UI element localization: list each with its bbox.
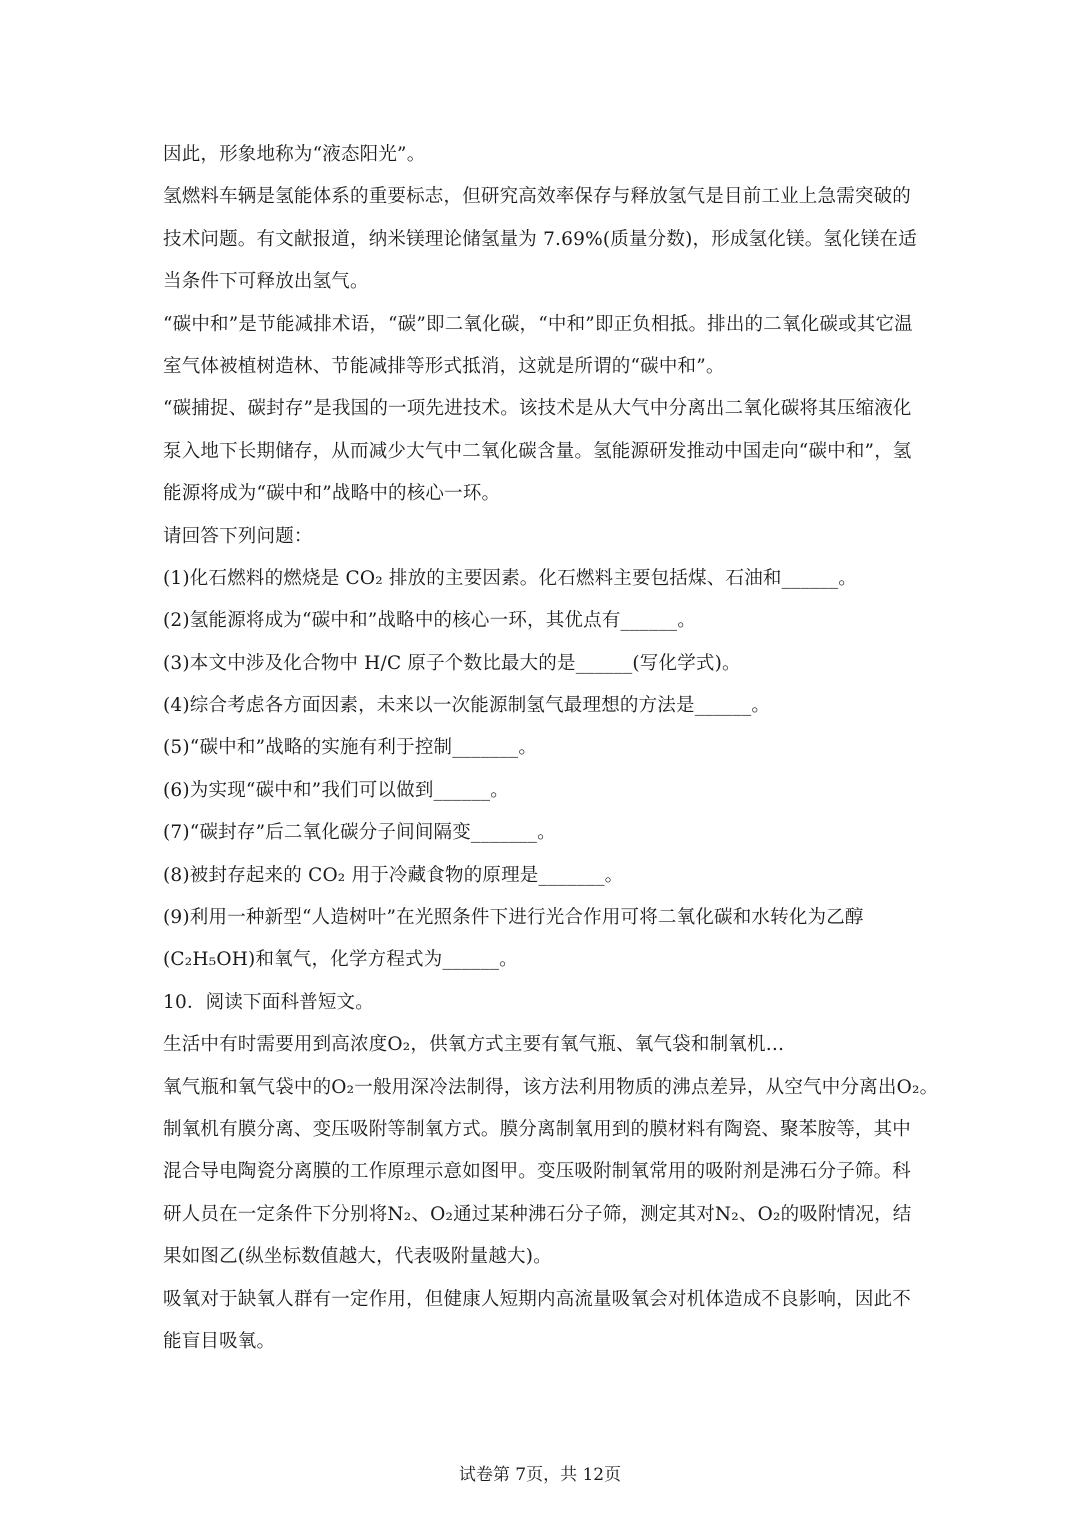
text-line: (6)为实现“碳中和”我们可以做到______。 (163, 779, 509, 801)
text-line: 制氧机有膜分离、变压吸附等制氧方式。膜分离制氧用到的膜材料有陶瓷、聚苯胺等，其中 (163, 1118, 912, 1140)
text-line: (4)综合考虑各方面因素，未来以一次能源制氢气最理想的方法是______。 (163, 695, 771, 717)
text-line: 氢燃料车辆是氢能体系的重要标志，但研究高效率保存与释放氢气是目前工业上急需突破的 (163, 186, 912, 208)
text-line: 因此，形象地称为“液态阳光”。 (163, 144, 426, 165)
text-line: (1)化石燃料的燃烧是 CO₂ 排放的主要因素。化石燃料主要包括煤、石油和______。 (163, 567, 858, 589)
text-line: “碳捕捉、碳封存”是我国的一项先进技术。该技术是从大气中分离出二氧化碳将其压缩液化 (163, 398, 912, 420)
document-body (163, 134, 939, 1363)
text-line: (8)被封存起来的 CO₂ 用于冷藏食物的原理是_______。 (163, 864, 624, 886)
text-line: 能源将成为“碳中和”战略中的核心一环。 (163, 483, 501, 505)
text-line: (9)利用一种新型“人造树叶”在光照条件下进行光合作用可将二氧化碳和水转化为乙醇 (163, 907, 864, 929)
text-line: 请回答下列问题： (163, 525, 313, 547)
text-line: (7)“碳封存”后二氧化碳分子间间隔变_______。 (163, 822, 556, 844)
text-line: (C₂H₅OH)和氧气，化学方程式为______。 (163, 949, 518, 971)
text-line: 果如图乙(纵坐标数值越大，代表吸附量越大)。 (163, 1246, 552, 1268)
text-line: 吸氧对于缺氧人群有一定作用，但健康人短期内高流量吸氧会对机体造成不良影响，因此不 (163, 1288, 912, 1310)
page-footer: 试卷第 7页，共 12页 (458, 1465, 622, 1485)
text-line: 当条件下可释放出氢气。 (163, 271, 369, 293)
text-line: 泵入地下长期储存，从而减少大气中二氧化碳含量。氢能源研发推动中国走向“碳中和”，氢 (163, 440, 912, 462)
text-line: 生活中有时需要用到高浓度O₂，供氧方式主要有氧气瓶、氧气袋和制氧机… (163, 1034, 785, 1056)
text-line: (3)本文中涉及化合物中 H/C 原子个数比最大的是______(写化学式)。 (163, 652, 741, 674)
text-line: 室气体被植树造林、节能减排等形式抵消，这就是所谓的“碳中和”。 (163, 355, 725, 377)
text-line: (2)氢能源将成为“碳中和”战略中的核心一环，其优点有______。 (163, 610, 696, 632)
text-line: 研人员在一定条件下分别将N₂、O₂通过某种沸石分子筛，测定其对N₂、O₂的吸附情况，结 (163, 1203, 912, 1225)
text-line: (5)“碳中和”战略的实施有利于控制_______。 (163, 737, 538, 759)
text-line: “碳中和”是节能减排术语，“碳”即二氧化碳，“中和”即正负相抵。排出的二氧化碳或其它温 (163, 313, 913, 335)
text-line: 技术问题。有文献报道，纳米镁理论储氢量为 7.69%(质量分数)，形成氢化镁。氢化镁在适 (163, 228, 917, 250)
text-line: 10．阅读下面科普短文。 (163, 991, 374, 1013)
text-line: 能盲目吸氧。 (163, 1330, 276, 1352)
text-line: 氧气瓶和氧气袋中的O₂一般用深冷法制得，该方法利用物质的沸点差异，从空气中分离出O₂。 (163, 1076, 939, 1098)
text-line: 混合导电陶瓷分离膜的工作原理示意如图甲。变压吸附制氧常用的吸附剂是沸石分子筛。科 (163, 1161, 912, 1183)
